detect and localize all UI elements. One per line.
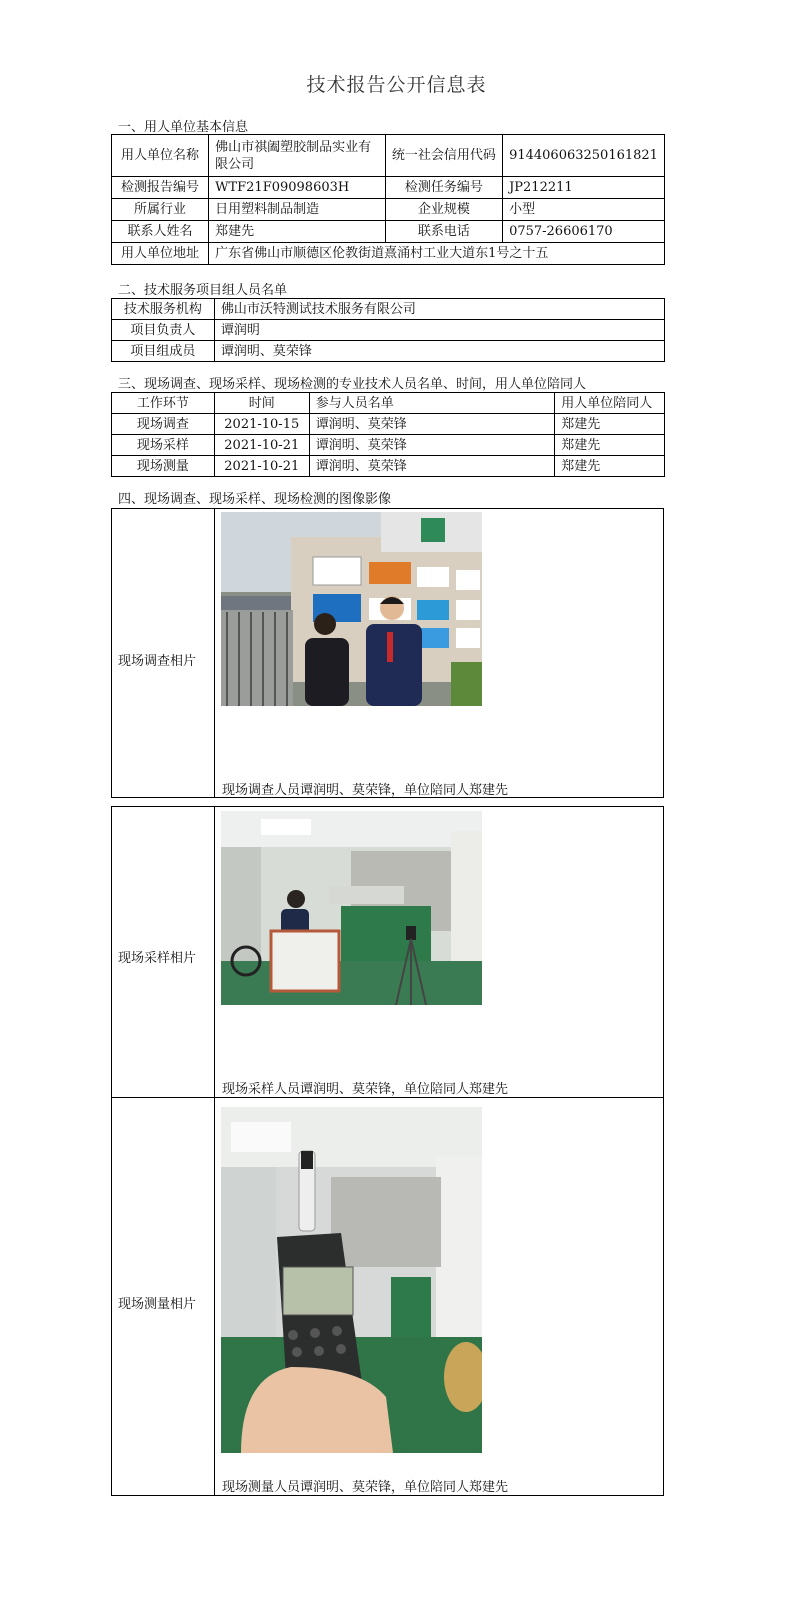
contact-phone: 0757-26606170	[503, 221, 665, 243]
project-members: 谭润明、莫荣锋	[214, 341, 664, 362]
table-row	[112, 177, 665, 199]
industry: 日用塑料制品制造	[209, 199, 386, 221]
measurement-photo	[221, 1107, 482, 1453]
table-row	[112, 435, 665, 456]
participants: 谭润明、莫荣锋	[309, 414, 554, 435]
cell-label: 项目组成员	[112, 341, 215, 362]
cell-label: 技术服务机构	[112, 299, 215, 320]
work-stage: 现场调查	[112, 414, 215, 435]
table-row	[112, 456, 665, 477]
cell-label: 检测任务编号	[385, 177, 502, 199]
participants: 谭润明、莫荣锋	[309, 435, 554, 456]
cell-label: 检测报告编号	[112, 177, 209, 199]
column-header: 参与人员名单	[309, 393, 554, 414]
work-stage: 现场采样	[112, 435, 215, 456]
work-stage: 现场测量	[112, 456, 215, 477]
credit-code: 914406063250161821	[503, 135, 665, 177]
table-row	[112, 199, 665, 221]
section-4-heading: 四、现场调查、现场采样、现场检测的图像影像	[118, 492, 392, 507]
column-header: 时间	[214, 393, 309, 414]
company-address: 广东省佛山市顺德区伦教街道熹涌村工业大道东1号之十五	[209, 243, 665, 265]
company-escort: 郑建先	[555, 414, 665, 435]
table-row	[112, 320, 665, 341]
section-1-heading: 一、用人单位基本信息	[118, 120, 249, 135]
cell-label: 统一社会信用代码	[385, 135, 502, 177]
cell-label: 所属行业	[112, 199, 209, 221]
cell-label: 联系人姓名	[112, 221, 209, 243]
table-header-row	[112, 393, 665, 414]
company-scale: 小型	[503, 199, 665, 221]
task-number: JP212211	[503, 177, 665, 199]
photo-caption: 现场采样人员谭润明、莫荣锋，单位陪同人郑建先	[222, 1082, 509, 1097]
work-date: 2021-10-15	[214, 414, 309, 435]
project-leader: 谭润明	[214, 320, 664, 341]
section-2-heading: 二、技术服务项目组人员名单	[118, 283, 288, 298]
section-3-heading: 三、现场调查、现场采样、现场检测的专业技术人员名单、时间，用人单位陪同人	[118, 377, 587, 392]
team-table	[111, 298, 665, 362]
cell-label: 用人单位地址	[112, 243, 209, 265]
work-date: 2021-10-21	[214, 456, 309, 477]
sampling-photo	[221, 811, 482, 1005]
table-row	[112, 135, 665, 177]
company-escort: 郑建先	[555, 456, 665, 477]
service-org: 佛山市沃特测试技术服务有限公司	[214, 299, 664, 320]
company-name: 佛山市祺阖塑胶制品实业有限公司	[209, 135, 386, 177]
basic-info-table	[111, 134, 665, 265]
photo-caption: 现场测量人员谭润明、莫荣锋，单位陪同人郑建先	[222, 1480, 509, 1495]
table-row	[112, 243, 665, 265]
contact-name: 郑建先	[209, 221, 386, 243]
column-header: 工作环节	[112, 393, 215, 414]
table-row	[112, 221, 665, 243]
column-header: 用人单位陪同人	[555, 393, 665, 414]
cell-label: 企业规模	[385, 199, 502, 221]
cell-label: 项目负责人	[112, 320, 215, 341]
table-row	[112, 414, 665, 435]
field-work-table	[111, 392, 665, 477]
photo-label: 现场调查相片	[118, 654, 197, 669]
photo-caption: 现场调查人员谭润明、莫荣锋，单位陪同人郑建先	[222, 783, 509, 798]
cell-label: 联系电话	[385, 221, 502, 243]
photo-label: 现场采样相片	[118, 951, 197, 966]
column-divider	[214, 508, 215, 798]
page-title: 技术报告公开信息表	[306, 74, 487, 96]
work-date: 2021-10-21	[214, 435, 309, 456]
participants: 谭润明、莫荣锋	[309, 456, 554, 477]
survey-photo	[221, 512, 482, 706]
company-escort: 郑建先	[555, 435, 665, 456]
column-divider	[214, 806, 215, 1496]
table-row	[112, 299, 665, 320]
photo-label: 现场测量相片	[118, 1297, 197, 1312]
table-row	[112, 341, 665, 362]
report-number: WTF21F09098603H	[209, 177, 386, 199]
cell-label: 用人单位名称	[112, 135, 209, 177]
